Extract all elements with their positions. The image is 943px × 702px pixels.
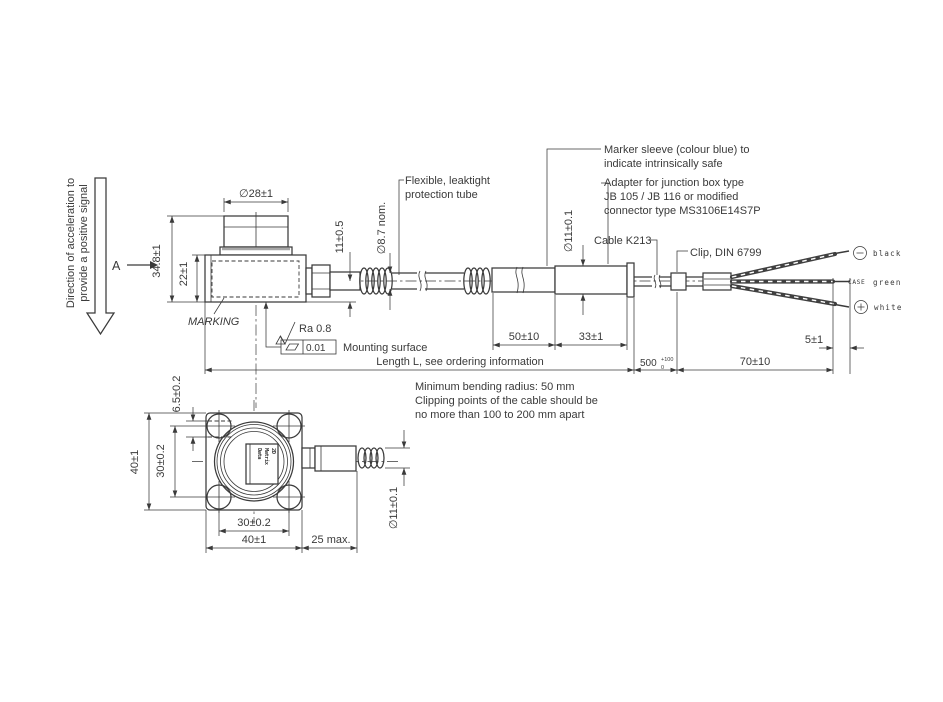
- adapter: [555, 263, 634, 297]
- svg-text:protection tube: protection tube: [405, 189, 478, 201]
- dim-body-height: [178, 255, 205, 302]
- cable-jacket-end: [703, 273, 731, 290]
- svg-text:22±1: 22±1: [178, 261, 190, 287]
- clip-callout: [677, 247, 762, 272]
- svg-text:MARKING: MARKING: [188, 316, 240, 328]
- cable-notes: [415, 381, 598, 421]
- front-stud-threads: [358, 448, 384, 468]
- dim-cap-diameter: [224, 188, 288, 212]
- white-wire-tip: [835, 305, 849, 308]
- svg-text:Minimum bending radius: 50 mm: Minimum bending radius: 50 mm: [415, 381, 575, 393]
- mounting-surface-callout: [266, 302, 427, 354]
- dim-stud-height: [334, 221, 350, 317]
- svg-text:Clipping points of the cable s: Clipping points of the cable should be: [415, 395, 598, 407]
- lead-wires: [732, 251, 850, 307]
- svg-text:∅28±1: ∅28±1: [239, 188, 273, 200]
- svg-text:connector type MS3106E14S7P: connector type MS3106E14S7P: [604, 205, 761, 217]
- svg-text:0.01: 0.01: [306, 343, 326, 354]
- svg-text:33±1: 33±1: [578, 331, 604, 343]
- surface-roughness-icon: [280, 322, 295, 344]
- svg-text:Marker sleeve (colour blue) to: Marker sleeve (colour blue) to: [604, 144, 750, 156]
- svg-text:0: 0: [661, 365, 665, 371]
- svg-text:Flexible, leaktight: Flexible, leaktight: [405, 175, 490, 187]
- svg-text:no more than 100 to 200 mm apa: no more than 100 to 200 mm apart: [415, 409, 585, 421]
- green-wire-label: green: [873, 278, 902, 287]
- svg-text:40±1: 40±1: [129, 449, 141, 475]
- black-wire-tip: [835, 251, 849, 254]
- direction-note: [65, 178, 90, 308]
- flexible-tube-callout: [399, 175, 490, 275]
- dim-length-l: [205, 298, 634, 374]
- dim-stud-length: [302, 471, 357, 553]
- svg-text:Matrix: Matrix: [263, 448, 269, 465]
- cable-clip: [671, 273, 686, 290]
- sensor-front-view: [192, 400, 398, 524]
- direction-note-line1: Direction of acceleration to: [65, 177, 77, 309]
- svg-text:Mounting surface: Mounting surface: [343, 342, 428, 354]
- svg-text:∅8.7 nom.: ∅8.7 nom.: [376, 201, 388, 255]
- stud-cylinder: [330, 272, 360, 290]
- case-label: CASE: [848, 279, 866, 286]
- flatness-icon: [286, 344, 299, 350]
- svg-text:34.8±1: 34.8±1: [151, 244, 163, 278]
- svg-text:Data: Data: [256, 448, 262, 459]
- svg-text:Clip, DIN 6799: Clip, DIN 6799: [690, 247, 762, 259]
- white-wire-label: white: [874, 303, 903, 312]
- svg-text:25 max.: 25 max.: [311, 534, 351, 546]
- svg-text:indicate intrinsically safe: indicate intrinsically safe: [604, 158, 723, 170]
- svg-text:11±0.5: 11±0.5: [334, 220, 346, 254]
- front-stud-neck: [302, 448, 315, 468]
- marker-sleeve: [492, 267, 555, 293]
- svg-text:Length L, see ordering informa: Length L, see ordering information: [376, 356, 544, 368]
- dim-cable-sections: [634, 278, 864, 374]
- svg-text:30±0.2: 30±0.2: [237, 517, 271, 529]
- svg-text:Cable K213: Cable K213: [594, 235, 652, 247]
- svg-text:5±1: 5±1: [804, 334, 824, 346]
- svg-text:∅11±0.1: ∅11±0.1: [563, 209, 575, 253]
- dim-adapter-diameter: [563, 210, 583, 315]
- svg-text:70±10: 70±10: [739, 356, 771, 368]
- acceleration-arrow-icon: [87, 178, 114, 334]
- direction-note-line2: provide a positive signal: [78, 184, 90, 302]
- svg-text:JB 105 / JB 116 or modified: JB 105 / JB 116 or modified: [604, 191, 739, 203]
- hex-nut: [312, 265, 330, 297]
- dim-sleeve-adapter-length: [493, 293, 627, 350]
- data-matrix-label: [246, 444, 278, 484]
- housing: [205, 255, 306, 302]
- svg-text:2D: 2D: [270, 448, 276, 454]
- svg-text:50±10: 50±10: [508, 331, 540, 343]
- black-wire-label: black: [873, 249, 902, 258]
- adapter-flange: [627, 263, 634, 297]
- view-label: A: [112, 259, 121, 273]
- svg-text:30±0.2: 30±0.2: [155, 444, 167, 478]
- svg-text:500: 500: [640, 358, 657, 369]
- dim-stud-diameter: [385, 430, 410, 529]
- svg-text:∅11±0.1: ∅11±0.1: [388, 486, 400, 530]
- stud-neck: [306, 268, 312, 294]
- svg-text:6.5±0.2: 6.5±0.2: [171, 375, 183, 413]
- svg-text:+100: +100: [661, 357, 674, 363]
- svg-text:Adapter for junction box type: Adapter for junction box type: [604, 177, 745, 189]
- svg-text:40±1: 40±1: [241, 534, 267, 546]
- svg-text:Ra 0.8: Ra 0.8: [299, 323, 332, 335]
- wire-labels: [848, 247, 903, 314]
- cable: [634, 273, 731, 290]
